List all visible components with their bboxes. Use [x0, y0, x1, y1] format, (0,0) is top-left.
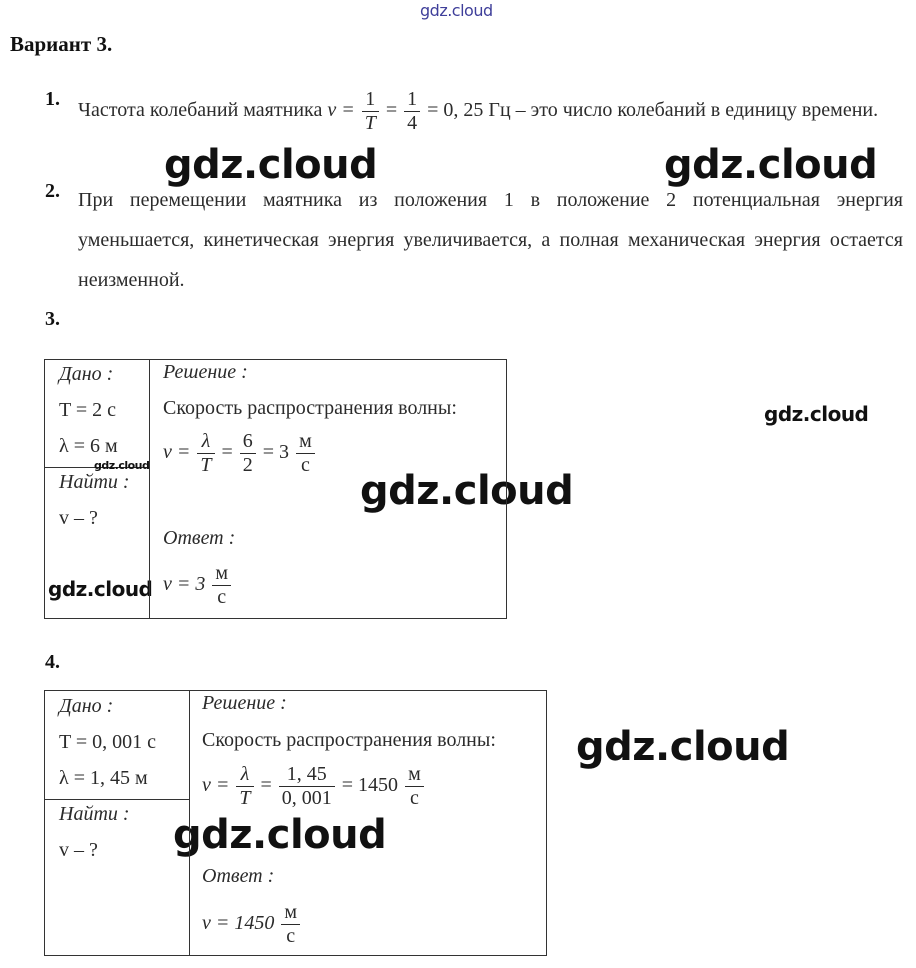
- fraction: $\frac{\lambda}{T}$: [197, 430, 214, 477]
- watermark: gdz.cloud: [164, 142, 378, 188]
- answer-formula: v = 1450 $\frac{м}{с}$: [202, 901, 302, 948]
- fraction: $\frac{6}{2}$: [240, 430, 256, 477]
- given-value: λ = 1, 45 м: [59, 767, 148, 789]
- divider: [45, 799, 189, 800]
- fraction: $\frac{\lambda}{T}$: [236, 763, 253, 810]
- watermark: gdz.cloud: [764, 402, 869, 426]
- solution-formula: v = $\frac{\lambda}{T}$ = $\frac{6}{2}$ = 3 $\frac{м}{с}$: [163, 430, 317, 477]
- solution-text: Скорость распространения волны:: [202, 729, 496, 751]
- find-label: Найти :: [59, 471, 130, 493]
- solution-table: [44, 359, 507, 619]
- watermark-top: gdz.cloud: [420, 1, 493, 20]
- solution-formula: v = $\frac{\lambda}{T}$ = $\frac{1, 45}{0, 001}$ = 1450 $\frac{м}{с}$: [202, 763, 426, 810]
- unit-fraction: $\frac{м}{с}$: [212, 562, 231, 609]
- find-value: v – ?: [59, 507, 98, 529]
- watermark: gdz.cloud: [94, 459, 150, 472]
- given-label: Дано :: [59, 363, 114, 385]
- fraction: $\frac{1, 45}{0, 001}$: [279, 763, 335, 810]
- watermark: gdz.cloud: [576, 724, 790, 770]
- given-label: Дано :: [59, 695, 114, 717]
- unit-fraction: $\frac{м}{с}$: [405, 763, 424, 810]
- item-text: При перемещении маятника из положения 1 в положение 2 потенциальная энергия уменьшается, кинетическая энергия увеличивается, а полная механическая энергия остается неизменной.: [78, 189, 903, 291]
- solution-label: Решение :: [202, 692, 287, 714]
- answer-formula: v = 3 $\frac{м}{с}$: [163, 562, 233, 609]
- watermark: gdz.cloud: [48, 577, 153, 601]
- divider: [149, 360, 150, 618]
- page-title: Вариант 3.: [10, 32, 113, 56]
- watermark: gdz.cloud: [360, 468, 574, 514]
- item-number: 3.: [45, 308, 60, 330]
- solution-label: Решение :: [163, 361, 248, 383]
- item-number: 4.: [45, 651, 60, 673]
- given-value: T = 2 с: [59, 399, 117, 421]
- watermark: gdz.cloud: [664, 142, 878, 188]
- item-text: Частота колебаний маятника ν = $\frac{1}{T}$ = $\frac{1}{4}$ = 0, 25 Гц – это число колебаний в единицу времени.: [78, 88, 879, 134]
- unit-fraction: $\frac{м}{с}$: [296, 430, 315, 477]
- watermark: gdz.cloud: [173, 812, 387, 858]
- given-value: λ = 6 м: [59, 435, 118, 457]
- fraction: $\frac{1}{4}$: [404, 88, 420, 135]
- unit-fraction: $\frac{м}{с}$: [281, 901, 300, 948]
- solution-text: Скорость распространения волны:: [163, 397, 457, 419]
- given-value: T = 0, 001 с: [59, 731, 157, 753]
- answer-label: Ответ :: [163, 527, 236, 549]
- answer-label: Ответ :: [202, 865, 275, 887]
- item-number: 1.: [45, 88, 60, 110]
- find-value: v – ?: [59, 839, 98, 861]
- divider: [189, 691, 190, 955]
- fraction: $\frac{1}{T}$: [362, 88, 379, 135]
- item-number: 2.: [45, 180, 60, 202]
- solution-table: [44, 690, 547, 956]
- find-label: Найти :: [59, 803, 130, 825]
